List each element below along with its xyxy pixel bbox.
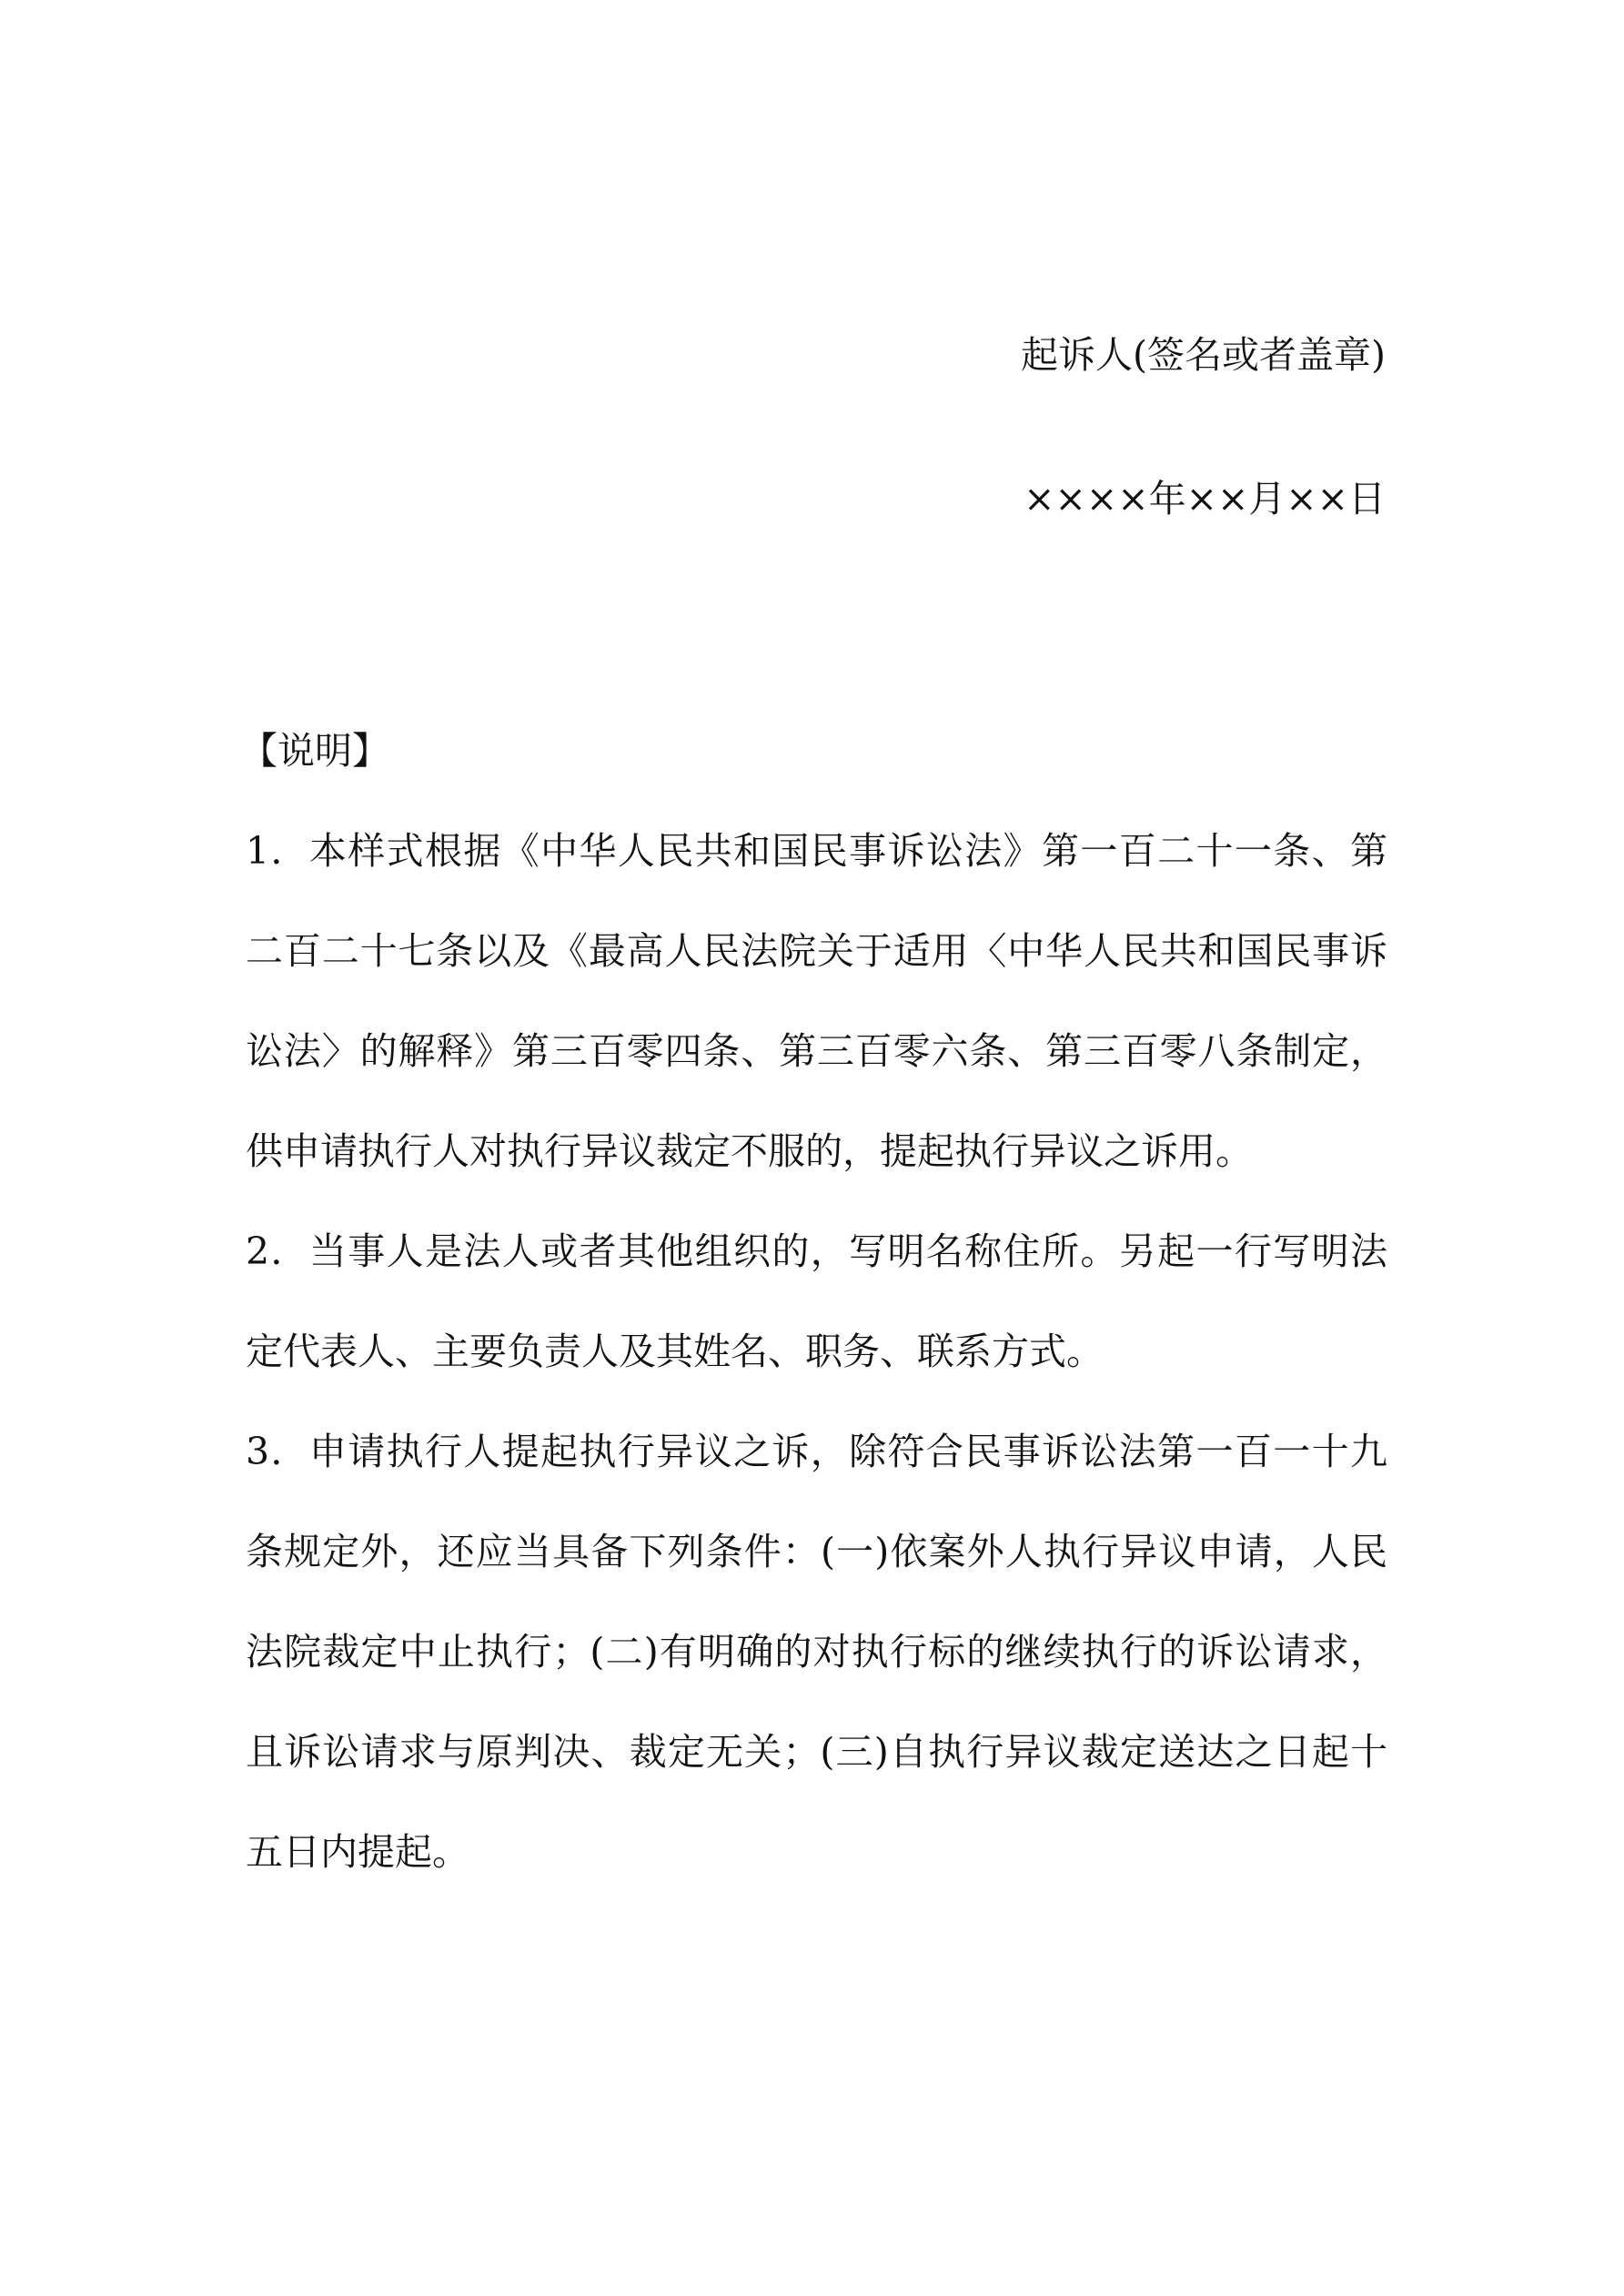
signature-block [1021, 328, 1386, 526]
note-item-1: 1．本样式根据《中华人民共和国民事诉讼法》第一百二十一条、第二百二十七条以及《最高人民法院关于适用〈中华人民共和国民事诉讼法〉的解释》第三百零四条、第三百零六条、第三百零八条制定，供申请执行人对执行异议裁定不服的，提起执行异议之诉用。 [246, 829, 1387, 1173]
note-item-3: 3．申请执行人提起执行异议之诉，除符合民事诉讼法第一百一十九条规定外，还应当具备下列条件：(一)依案外人执行异议申请，人民法院裁定中止执行；(二)有明确的对执行标的继续执行的诉讼请求，且诉讼请求与原判决、裁定无关；(三)自执行异议裁定送达之日起十五日内提起。 [246, 1430, 1387, 1874]
notes-heading: 【说明】 [240, 729, 389, 773]
note-item-2: 2．当事人是法人或者其他组织的，写明名称住所。另起一行写明法定代表人、主要负责人及其姓名、职务、联系方式。 [246, 1229, 1387, 1373]
notes-section [240, 701, 1387, 1902]
date-line: ××××年××月××日 [1024, 477, 1386, 521]
signer-line: 起诉人(签名或者盖章) [1021, 333, 1386, 377]
